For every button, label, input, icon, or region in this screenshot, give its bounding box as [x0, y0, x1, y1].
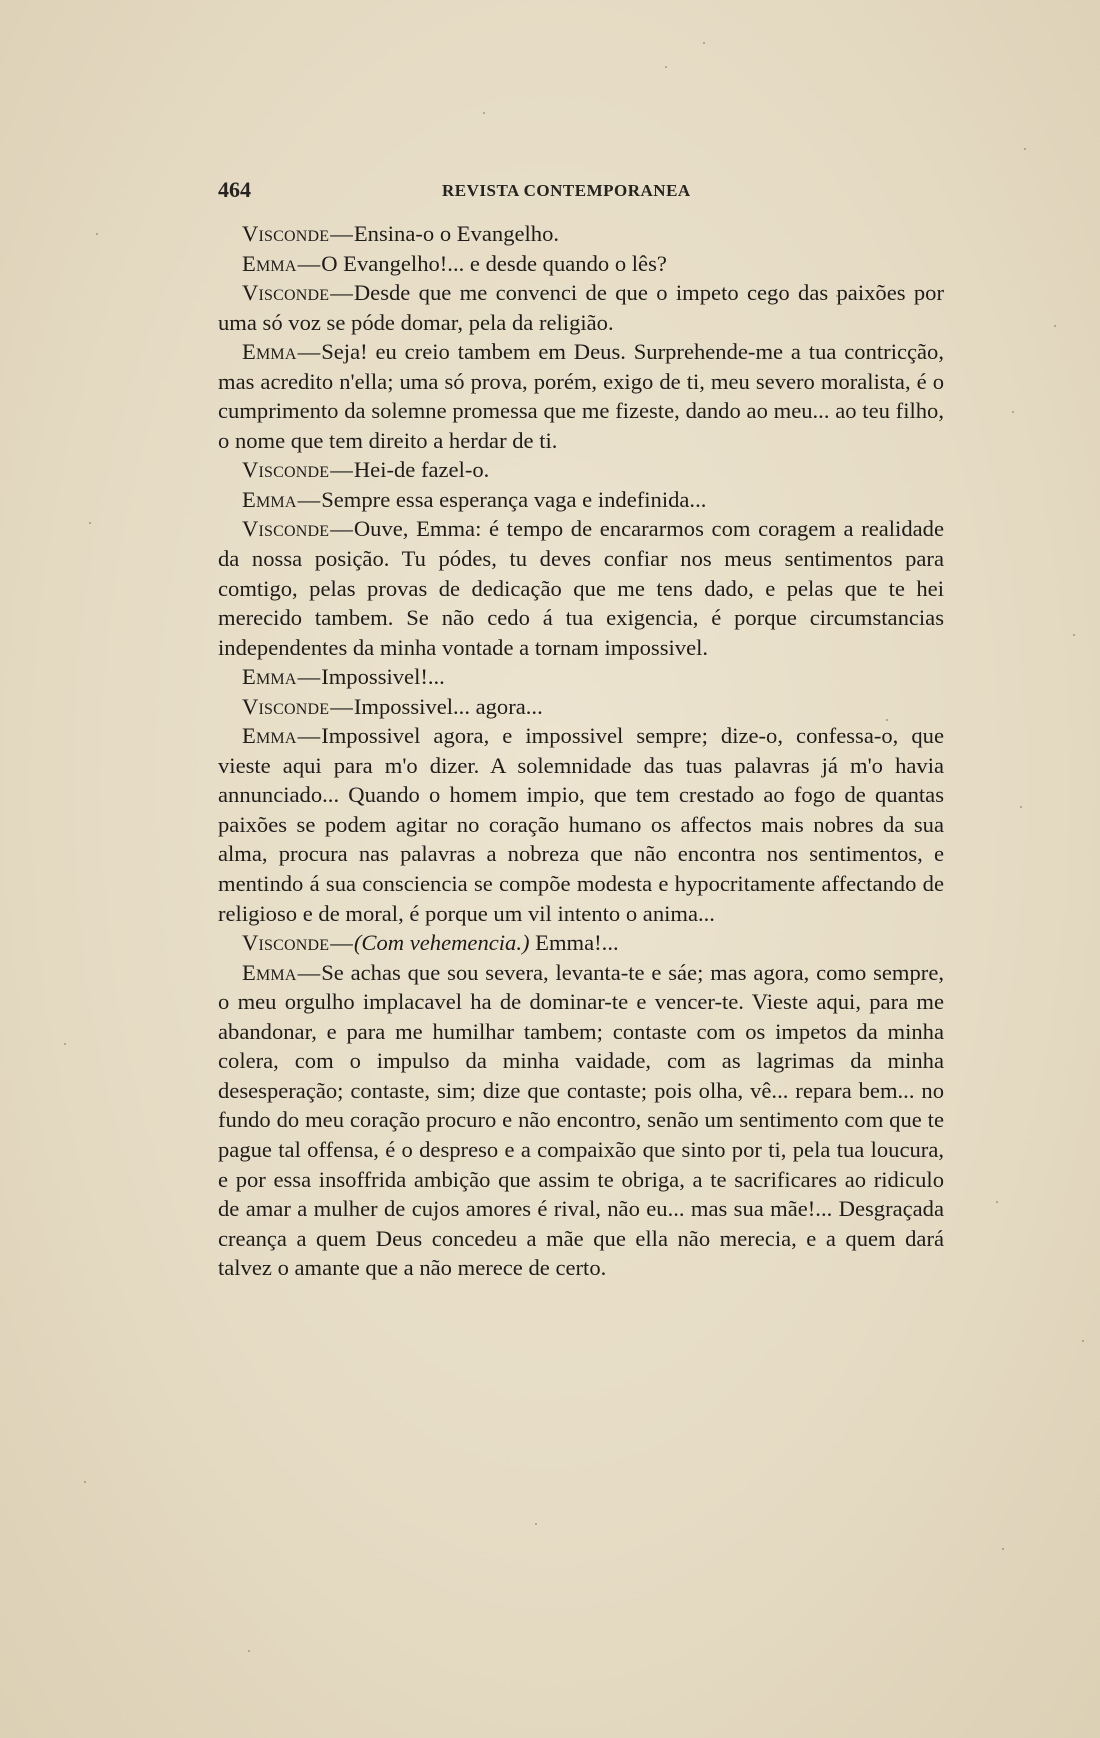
speech-text: Desde que me convenci de que o impeto cego das paixões por uma só voz se póde domar, pela da religião.: [218, 280, 944, 335]
speaker-name: Visconde: [242, 930, 330, 956]
speech-text: Impossivel!...: [321, 664, 445, 690]
speech-text: Ensina-o o Evangelho.: [353, 221, 560, 246]
speech-text: Impossivel agora, e impossivel sempre; dize-o, confessa-o, que vieste aqui para m'o dizer. A solemnidade das tuas palavras já m'o havia annunciado... Quando o homem impio, que tem crestado ao fogo de quantas paixões se podem agitar no coração humano os affectos mais nobres da sua alma, procura nas palavras a nobreza que não encontra nos sentimentos, e mentindo á sua consciencia se compõe modesta e hypocritamente affectando de religioso e de moral, é porque um vil intento o anima...: [218, 723, 944, 926]
speech-dash: —: [297, 723, 321, 749]
speech-text: O Evangelho!... e desde quando o lês?: [321, 250, 667, 276]
speaker-name: Emma: [242, 486, 297, 512]
page-header: [218, 177, 948, 207]
speech-paragraph: [218, 455, 944, 485]
dialogue-text: [218, 219, 944, 1283]
running-title: REVISTA CONTEMPORANEA: [442, 181, 691, 200]
speech-paragraph: [218, 928, 944, 958]
speech-paragraph: [218, 692, 944, 722]
stage-direction: (Com vehemencia.): [353, 930, 530, 956]
speech-paragraph: [218, 278, 944, 337]
speech-paragraph: [218, 662, 944, 692]
speech-text: Hei-de fazel-o.: [353, 457, 490, 483]
speech-dash: —: [297, 250, 321, 276]
speech-dash: —: [330, 280, 353, 306]
speech-dash: —: [297, 486, 321, 512]
speech-text: Ouve, Emma: é tempo de encararmos com coragem a realidade da nossa posição. Tu pódes, tu deves confiar nos meus sentimentos para comtigo, pelas provas de dedicação que me tens dado, e pelas que te hei merecido tambem. Se não cedo á tua exigencia, é porque circumstancias independentes da minha vontade a tornam impossivel.: [218, 516, 944, 660]
speech-paragraph: [218, 514, 944, 662]
speech-paragraph: [218, 721, 944, 928]
speech-dash: —: [330, 457, 353, 483]
speech-text: Seja! eu creio tambem em Deus. Surprehende-me a tua contricção, mas acredito n'ella; uma só prova, porém, exigo de ti, meu severo moralista, é o cumprimento da solemne promessa que me fizeste, dando ao meu... ao teu filho, o nome que tem direito a herdar de ti.: [218, 339, 944, 453]
speech-dash: —: [330, 930, 353, 956]
speech-text: Sempre essa esperança vaga e indefinida...: [321, 486, 707, 512]
speech-text: Emma!...: [535, 930, 619, 956]
speaker-name: Visconde: [242, 693, 330, 719]
speaker-name: Visconde: [242, 221, 330, 246]
speaker-name: Visconde: [242, 457, 330, 483]
speech-text: Se achas que sou severa, levanta-te e sáe; mas agora, como sempre, o meu orgulho implacavel ha de dominar-te e vencer-te. Vieste aqui, para me abandonar, e para me humilhar tambem; contaste com os impetos da minha colera, com o impulso da minha vaidade, com as lagrimas da minha desesperação; contaste, sim; dize que contaste; pois olha, vê... repara bem... no fundo do meu coração procuro e não encontro, senão um sentimento com que te pague tal offensa, é o despreso e a compaixão que sinto por ti, pela tua loucura, e por essa insoffrida ambição que assim te obriga, a te sacrificares ao ridiculo de amar a mulher de cujos amores é rival, não eu... mas sua mãe!... Desgraçada creança a quem Deus concedeu a mãe que ella não merecia, e a quem dará talvez o amante que a não merece de certo.: [218, 959, 944, 1281]
page-number: 464: [218, 177, 251, 202]
speech-paragraph: [218, 249, 944, 279]
speech-dash: —: [330, 516, 353, 542]
speech-paragraph: [218, 337, 944, 455]
speaker-name: Visconde: [242, 280, 330, 306]
speech-text: Impossivel... agora...: [353, 693, 543, 719]
speaker-name: Visconde: [242, 516, 330, 542]
speaker-name: Emma: [242, 959, 297, 985]
speaker-name: Emma: [242, 250, 297, 276]
speaker-name: Emma: [242, 664, 297, 690]
speaker-name: Emma: [242, 339, 297, 365]
speech-paragraph: [218, 219, 944, 249]
speech-paragraph: [218, 958, 944, 1283]
speech-paragraph: [218, 485, 944, 515]
speech-dash: —: [297, 664, 321, 690]
speech-dash: —: [330, 693, 353, 719]
speech-dash: —: [330, 221, 353, 246]
speech-dash: —: [297, 339, 321, 365]
speech-dash: —: [297, 959, 321, 985]
speaker-name: Emma: [242, 723, 297, 749]
